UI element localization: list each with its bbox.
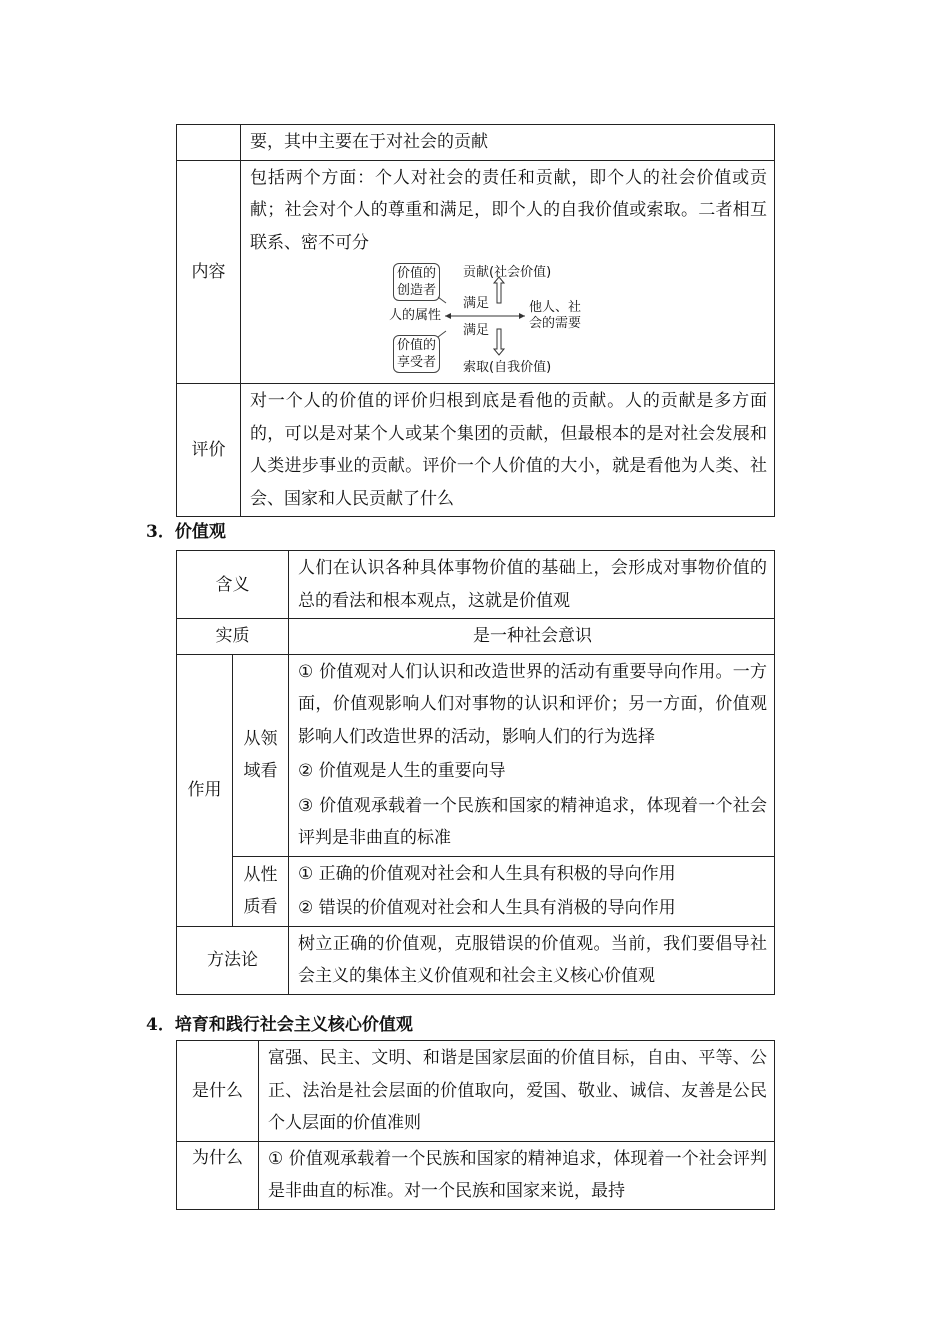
attribute-label: 人的属性 bbox=[389, 308, 442, 323]
domain-item: ③ 价值观承载着一个民族和国家的精神追求，体现着一个社会评判是非曲直的标准 bbox=[298, 795, 767, 848]
person-value-table bbox=[176, 124, 775, 517]
core-values-table bbox=[176, 1040, 775, 1210]
up-arrow bbox=[494, 277, 504, 303]
satisfy-bottom-label: 满足 bbox=[463, 323, 490, 338]
row-text: 要，其中主要在于对社会的贡献 bbox=[241, 125, 775, 161]
evaluation-label: 评价 bbox=[177, 384, 241, 517]
left-arrow-head bbox=[445, 313, 451, 319]
others-need-label: 他人、社 会的需要 bbox=[529, 300, 582, 331]
method-cell: 树立正确的价值观，克服错误的价值观。当前，我们要倡导社会主义的集体主义价值观和社会主义核心价值观 bbox=[289, 926, 775, 994]
right-arrow-head bbox=[519, 313, 525, 319]
value-relationship-diagram bbox=[389, 263, 613, 379]
what-cell: 富强、民主、文明、和谐是国家层面的价值目标，自由、平等、公正、法治是社会层面的价值取向，爱国、敬业、诚信、友善是公民个人层面的价值准则 bbox=[259, 1041, 775, 1142]
domain-item: ② 价值观是人生的重要向导 bbox=[298, 761, 506, 781]
enjoyer-bubble: 价值的 享受者 bbox=[393, 335, 440, 373]
table-row-what bbox=[177, 1041, 775, 1142]
content-text: 包括两个方面：个人对社会的责任和贡献，即个人的社会价值或贡献；社会对个人的尊重和满足，即个人的自我价值或索取。二者相互联系、密不可分 bbox=[250, 167, 767, 253]
table-row-essence bbox=[177, 619, 775, 655]
domain-cell bbox=[289, 654, 775, 856]
nature-item: ① 正确的价值观对社会和人生具有积极的导向作用 bbox=[298, 863, 676, 884]
content-cell bbox=[241, 160, 775, 384]
domain-label: 从领 域看 bbox=[233, 654, 289, 856]
what-label: 是什么 bbox=[177, 1041, 259, 1142]
essence-label: 实质 bbox=[177, 619, 289, 655]
diagram-arrows bbox=[393, 263, 613, 379]
row-label bbox=[177, 125, 241, 161]
method-label: 方法论 bbox=[177, 926, 289, 994]
why-cell: ① 价值观承载着一个民族和国家的精神追求，体现着一个社会评判是非曲直的标准。对一个民族和国家来说，最持 bbox=[259, 1141, 775, 1209]
contribution-label: 贡献(社会价值) bbox=[463, 265, 552, 280]
meaning-label: 含义 bbox=[177, 551, 289, 619]
meaning-cell: 人们在认识各种具体事物价值的基础上，会形成对事物价值的总的看法和根本观点，这就是价值观 bbox=[289, 551, 775, 619]
down-arrow bbox=[494, 329, 504, 355]
table-row bbox=[177, 125, 775, 161]
nature-cell bbox=[289, 856, 775, 926]
creator-bubble: 价值的 创造者 bbox=[393, 263, 440, 301]
domain-item: ① 价值观对人们认识和改造世界的活动有重要导向作用。一方面，价值观影响人们对事物的认识和评价；另一方面，价值观影响人们改造世界的活动，影响人们的行为选择 bbox=[298, 661, 767, 747]
essence-cell: 是一种社会意识 bbox=[289, 619, 775, 655]
nature-item: ② 错误的价值观对社会和人生具有消极的导向作用 bbox=[298, 898, 676, 918]
table-row-content bbox=[177, 160, 775, 384]
section-3-heading: 3．价值观 bbox=[146, 522, 226, 542]
section-4-heading: 4．培育和践行社会主义核心价值观 bbox=[146, 1015, 413, 1035]
table-row-evaluation bbox=[177, 384, 775, 517]
role-label: 作用 bbox=[177, 654, 233, 926]
table-row-why bbox=[177, 1141, 775, 1209]
table-row-role-domain bbox=[177, 654, 775, 856]
nature-label: 从性 质看 bbox=[233, 856, 289, 926]
content-label: 内容 bbox=[177, 160, 241, 384]
enjoyer-pointer bbox=[438, 331, 446, 337]
why-label: 为什么 bbox=[177, 1141, 259, 1209]
evaluation-cell: 对一个人的价值的评价归根到底是看他的贡献。人的贡献是多方面的，可以是对某个人或某个集团的贡献，但最根本的是对社会发展和人类进步事业的贡献。评价一个人价值的大小，就是看他为人类、社会、国家和人民贡献了什么 bbox=[241, 384, 775, 517]
take-label: 索取(自我价值) bbox=[463, 360, 552, 375]
table-row-role-nature bbox=[177, 856, 775, 926]
table-row-meaning bbox=[177, 551, 775, 619]
creator-pointer bbox=[438, 297, 446, 303]
values-table bbox=[176, 550, 775, 995]
satisfy-top-label: 满足 bbox=[463, 296, 490, 311]
table-row-method bbox=[177, 926, 775, 994]
